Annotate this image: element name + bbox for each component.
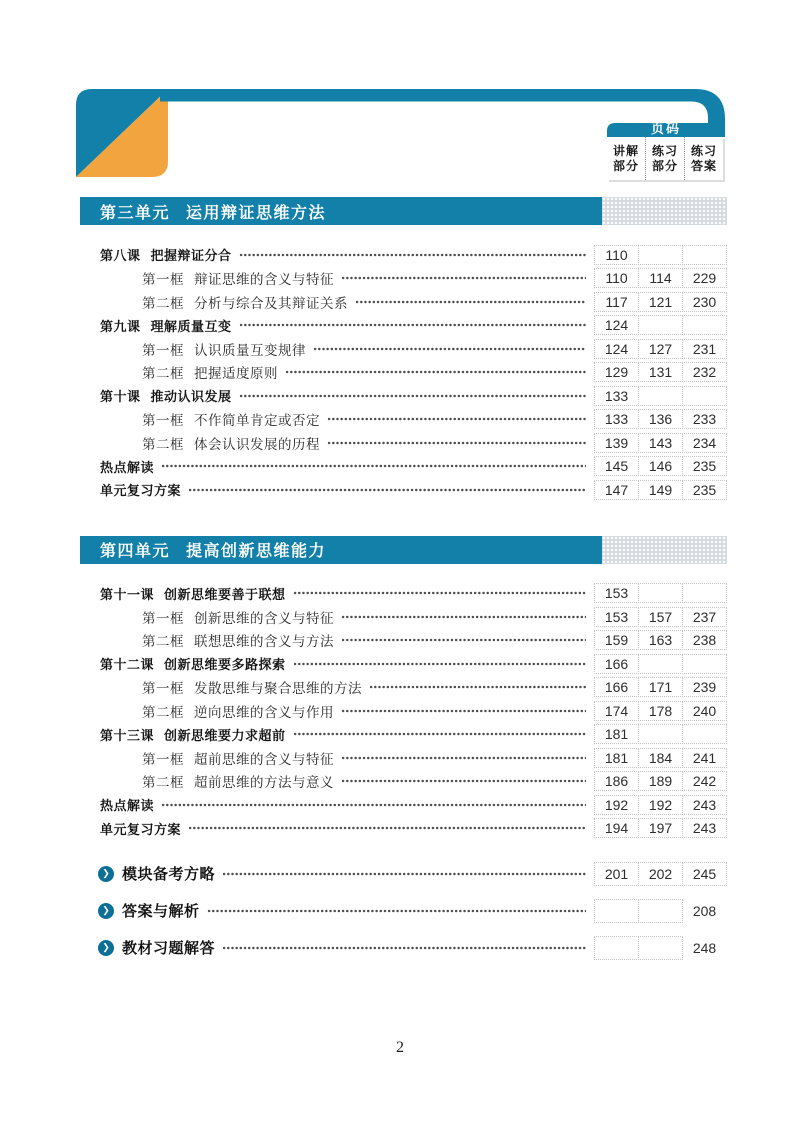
extra-row [80, 855, 727, 892]
toc-row-label: 第二框 [142, 634, 184, 650]
page-cell-answer: 243 [682, 818, 727, 838]
page-cell-practice: 192 [638, 795, 683, 815]
toc-row-frame [80, 290, 727, 314]
page-cell-answer [682, 724, 727, 744]
page-number-cells [594, 245, 727, 265]
toc-row-frame [80, 605, 727, 629]
toc-row-label: 第十三课 [100, 727, 155, 743]
extra-row-title: 答案与解析 [122, 903, 200, 920]
toc-row-label: 第一框 [142, 610, 184, 626]
page-number-cells [594, 701, 727, 721]
unit-title: 提高创新思维能力 [186, 543, 327, 560]
toc-row-title: 单元复习方案 [100, 821, 182, 837]
toc-row-frame [80, 676, 727, 700]
column-header-answers [684, 137, 723, 180]
page-cell-practice: 189 [638, 771, 683, 791]
page-cell-explain: 124 [594, 339, 639, 359]
toc-row-frame [80, 629, 727, 653]
page-cell-answer: 241 [682, 748, 727, 768]
toc-row-label: 第一框 [142, 342, 184, 358]
toc-row-title: 创新思维要多路探索 [164, 657, 286, 673]
page-cell-explain: 139 [594, 433, 639, 453]
page-cell-explain: 133 [594, 386, 639, 406]
page-cell-practice [638, 654, 683, 674]
page-cell-answer: 233 [682, 409, 727, 429]
extra-row-title: 模块备考方略 [122, 866, 216, 883]
toc-row-title: 辩证思维的含义与特征 [194, 272, 334, 288]
toc-row-title: 创新思维要力求超前 [164, 727, 286, 743]
dot-leader [188, 487, 586, 493]
page-cell-answer [682, 386, 727, 406]
extra-row-title: 教材习题解答 [122, 940, 216, 957]
page-cell-practice: 178 [638, 701, 683, 721]
unit-label: 第三单元 [100, 204, 171, 222]
toc-row-title: 联想思维的含义与方法 [194, 634, 334, 650]
page-cell-answer: 240 [682, 701, 727, 721]
page-cell-answer: 238 [682, 630, 727, 650]
toc-row-label: 第一框 [142, 272, 184, 288]
page-number-cells [594, 480, 727, 500]
page-cell-explain: 192 [594, 795, 639, 815]
page-cell-practice: 114 [638, 268, 683, 288]
page-cell-explain [594, 936, 639, 960]
page-number-cells [594, 607, 727, 627]
toc-row-frame [80, 337, 727, 361]
page-cell-explain: 153 [594, 583, 639, 603]
toc-row-label: 第九课 [100, 318, 141, 334]
extras-section [80, 855, 727, 966]
toc-row-title: 创新思维要善于联想 [164, 586, 286, 602]
toc-row-title: 逆向思维的含义与作用 [194, 704, 334, 720]
page-number-cells [594, 677, 727, 697]
dot-leader [369, 684, 586, 690]
toc-row-title: 超前思维的方法与意义 [194, 775, 334, 791]
dot-leader [239, 252, 586, 258]
dot-leader [341, 755, 586, 761]
toc-row-title: 理解质量互变 [150, 318, 232, 334]
page-cell-explain: 181 [594, 724, 639, 744]
dot-leader [355, 299, 586, 305]
page-number-cells [594, 339, 727, 359]
page-cell-answer: 229 [682, 268, 727, 288]
page-number-cells [594, 630, 727, 650]
circle-arrow-icon: ❯ [98, 903, 114, 919]
toc-row-label: 第一框 [142, 413, 184, 429]
dot-leader [222, 871, 586, 877]
toc-row-label: 第二框 [142, 704, 184, 720]
dot-leader [222, 945, 586, 951]
page-cell-practice [638, 315, 683, 335]
dot-leader [207, 908, 586, 914]
page-cell-explain: 166 [594, 677, 639, 697]
toc-row-title: 体会认识发展的历程 [194, 436, 320, 452]
page-number-cells [594, 583, 727, 603]
column-header-practice [645, 137, 684, 180]
page-cell-answer: 242 [682, 771, 727, 791]
page-number-footer: 2 [396, 1039, 404, 1056]
dot-leader [188, 825, 586, 831]
unit-rows [80, 582, 727, 841]
toc-row-title: 认识质量互变规律 [194, 342, 306, 358]
page-cell-practice [638, 583, 683, 603]
column-header-explain [607, 137, 645, 180]
page-cell-practice: 163 [638, 630, 683, 650]
page-cell-practice: 143 [638, 433, 683, 453]
dot-leader [293, 661, 586, 667]
page-number-cells [594, 654, 727, 674]
page-cell-answer [682, 583, 727, 603]
page-cell-practice: 184 [638, 748, 683, 768]
page-number-cells [594, 268, 727, 288]
page-cell-explain [594, 899, 639, 923]
page-cell-answer [682, 245, 727, 265]
page-cell-answer: 248 [692, 939, 717, 956]
page-number-cells [594, 771, 727, 791]
page-cell-explain: 181 [594, 748, 639, 768]
page-number-cells [594, 386, 727, 406]
toc-row-lesson [80, 652, 727, 676]
toc-row-title: 热点解读 [100, 459, 155, 475]
page-cell-answer: 239 [682, 677, 727, 697]
unit-rows [80, 243, 727, 502]
extra-row [80, 892, 727, 929]
toc-row-lesson [80, 314, 727, 338]
page-cell-answer: 245 [682, 862, 727, 886]
toc-row-title: 把握辩证分合 [150, 248, 232, 264]
toc-row-lesson [80, 582, 727, 606]
toc-row-label: 第一框 [142, 751, 184, 767]
page-cell-answer [682, 315, 727, 335]
page-number-cells [594, 409, 727, 429]
page-number-cells [594, 795, 727, 815]
toc-row-title: 不作简单肯定或否定 [194, 413, 320, 429]
page-number-cells [594, 899, 727, 923]
column-header-line: 部分 [651, 158, 678, 173]
toc-row-label: 第十二课 [100, 657, 155, 673]
toc-row-label: 第二框 [142, 366, 184, 382]
page-cell-answer: 243 [682, 795, 727, 815]
page-cell-practice: 197 [638, 818, 683, 838]
circle-arrow-icon: ❯ [98, 866, 114, 882]
unit-section [80, 197, 727, 502]
page-cell-explain: 145 [594, 456, 639, 476]
page-number-cells [594, 818, 727, 838]
dot-leader [313, 346, 586, 352]
page-cell-answer: 237 [682, 607, 727, 627]
toc-row-lesson [80, 384, 727, 408]
page-number-cells [594, 456, 727, 476]
dot-leader [341, 275, 586, 281]
page-cell-explain: 110 [594, 268, 639, 288]
toc-row-lesson [80, 723, 727, 747]
page-cell-explain: 186 [594, 771, 639, 791]
dot-leader [239, 322, 586, 328]
toc-row-title: 发散思维与聚合思维的方法 [194, 681, 362, 697]
column-header-line: 讲解 [612, 144, 639, 158]
toc-row-section [80, 817, 727, 841]
column-header-line: 答案 [690, 158, 717, 173]
toc-row-frame [80, 770, 727, 794]
page-cell-answer: 235 [682, 456, 727, 476]
toc-row-section [80, 455, 727, 479]
dot-leader [327, 416, 586, 422]
toc-row-title: 单元复习方案 [100, 483, 182, 499]
page-cell-explain: 129 [594, 362, 639, 382]
page-number-cells [594, 362, 727, 382]
toc-row-title: 创新思维的含义与特征 [194, 610, 334, 626]
page-cell-practice: 202 [638, 862, 683, 886]
page-cell-explain: 124 [594, 315, 639, 335]
page-cell-explain: 159 [594, 630, 639, 650]
page-cell-answer: 231 [682, 339, 727, 359]
column-header-line: 练习 [651, 144, 678, 158]
page-cell-practice: 121 [638, 292, 683, 312]
page-cell-explain: 147 [594, 480, 639, 500]
page-number-cells [594, 315, 727, 335]
unit-header-bar [80, 536, 727, 564]
page-cell-answer [682, 654, 727, 674]
page-code-title: 页码 [650, 121, 681, 136]
dot-leader [161, 802, 586, 808]
toc-row-title: 超前思维的含义与特征 [194, 751, 334, 767]
toc-row-label: 第一框 [142, 681, 184, 697]
page-cell-practice [638, 899, 683, 923]
page-cell-practice: 146 [638, 456, 683, 476]
page-number-cells [594, 936, 727, 960]
page-cell-practice: 127 [638, 339, 683, 359]
dot-leader [293, 731, 586, 737]
page-cell-explain: 174 [594, 701, 639, 721]
toc-content [80, 197, 727, 966]
dot-leader [285, 369, 586, 375]
page-cell-answer: 232 [682, 362, 727, 382]
toc-row-label: 第二框 [142, 436, 184, 452]
page-cell-practice: 136 [638, 409, 683, 429]
circle-arrow-icon: ❯ [98, 940, 114, 956]
page-number-cells [594, 862, 727, 886]
toc-row-frame [80, 746, 727, 770]
toc-row-lesson [80, 243, 727, 267]
page-number-cells [594, 433, 727, 453]
toc-row-title: 分析与综合及其辩证关系 [194, 295, 348, 311]
toc-row-label: 第二框 [142, 775, 184, 791]
page-cell-practice [638, 724, 683, 744]
toc-row-label: 第十一课 [100, 586, 155, 602]
unit-title: 运用辩证思维方法 [186, 204, 327, 222]
toc-row-label: 第十课 [100, 389, 141, 405]
unit-section [80, 536, 727, 841]
toc-row-section [80, 793, 727, 817]
toc-row-title: 把握适度原则 [194, 366, 278, 382]
toc-row-title: 推动认识发展 [150, 389, 232, 405]
unit-bar-hatch-pattern [602, 197, 727, 225]
dot-leader [341, 614, 586, 620]
toc-row-section [80, 478, 727, 502]
toc-row-frame [80, 408, 727, 432]
page-cell-practice: 149 [638, 480, 683, 500]
dot-leader [161, 463, 586, 469]
page-cell-practice: 171 [638, 677, 683, 697]
unit-label: 第四单元 [100, 543, 171, 560]
page-cell-explain: 201 [594, 862, 639, 886]
page-cell-practice [638, 936, 683, 960]
page-cell-explain: 133 [594, 409, 639, 429]
column-header-line: 部分 [612, 158, 639, 173]
toc-row-title: 热点解读 [100, 798, 155, 814]
page-number-cells [594, 748, 727, 768]
unit-header-bar [80, 197, 727, 225]
page-cell-answer: 208 [692, 902, 717, 919]
toc-row-label: 第二框 [142, 295, 184, 311]
unit-bar-hatch-pattern [602, 536, 727, 564]
extra-row [80, 929, 727, 966]
page-cell-explain: 194 [594, 818, 639, 838]
page-code-box [607, 137, 723, 180]
page-cell-practice: 131 [638, 362, 683, 382]
page-number-cells [594, 724, 727, 744]
column-header-line: 练习 [690, 144, 717, 158]
page-cell-practice [638, 386, 683, 406]
page-cell-answer: 234 [682, 433, 727, 453]
page-cell-answer: 235 [682, 480, 727, 500]
page-cell-explain: 166 [594, 654, 639, 674]
toc-row-frame [80, 699, 727, 723]
page-number-cells [594, 292, 727, 312]
toc-row-label: 第八课 [100, 248, 141, 264]
page-cell-explain: 153 [594, 607, 639, 627]
toc-row-frame [80, 361, 727, 385]
dot-leader [341, 778, 586, 784]
dot-leader [293, 590, 586, 596]
page-cell-explain: 110 [594, 245, 639, 265]
toc-row-frame [80, 431, 727, 455]
dot-leader [239, 393, 586, 399]
page-cell-practice [638, 245, 683, 265]
dot-leader [327, 440, 586, 446]
dot-leader [341, 708, 586, 714]
toc-row-frame [80, 267, 727, 291]
dot-leader [341, 637, 586, 643]
page-cell-answer: 230 [682, 292, 727, 312]
page-cell-practice: 157 [638, 607, 683, 627]
page-cell-explain: 117 [594, 292, 639, 312]
